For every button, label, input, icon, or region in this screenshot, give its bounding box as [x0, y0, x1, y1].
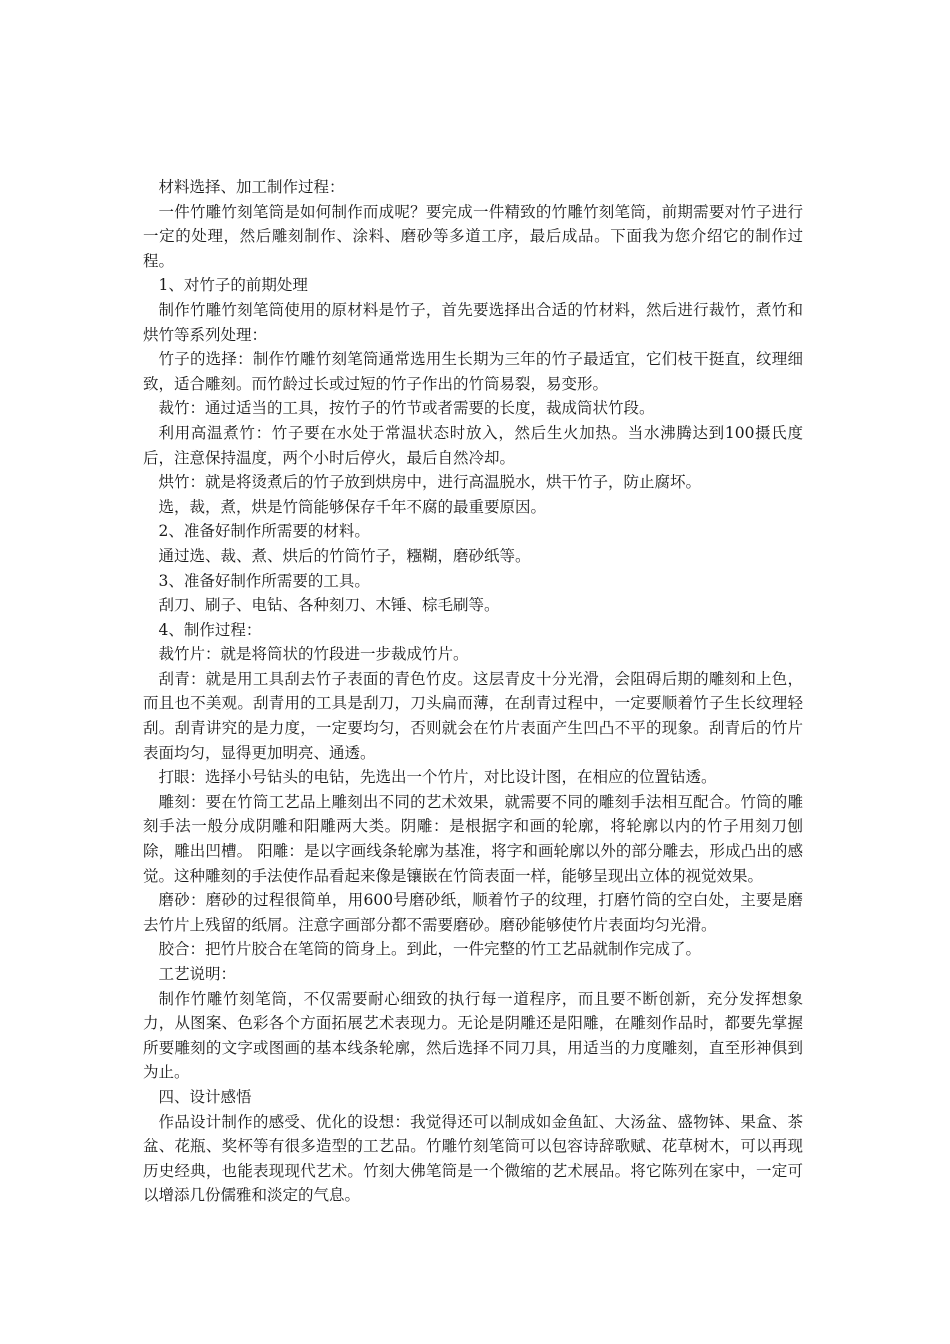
step-heading-2: 2、准备好制作所需要的材料。 — [158, 522, 370, 541]
paragraph-sanding: 磨砂：磨砂的过程很简单，用600号磨砂纸，顺着竹子的纹理，打磨竹筒的空白处，主要是磨去竹片上残留的纸屑。注意字画部分都不需要磨砂。磨砂能够使竹片表面均匀光滑。 — [143, 891, 803, 934]
paragraph-cutting: 裁竹：通过适当的工具，按竹子的竹节或者需要的长度，裁成筒状竹段。 — [158, 399, 655, 418]
step-heading-4: 4、制作过程： — [158, 620, 262, 639]
paragraph-materials-list: 通过选、裁、煮、烘后的竹筒竹子，糨糊，磨砂纸等。 — [158, 546, 531, 565]
paragraph-craft-notes: 制作竹雕竹刻笔筒，不仅需要耐心细致的执行每一道程序，而且要不断创新，充分发挥想象力，从图案、色彩各个方面拓展艺术表现力。无论是阴雕还是阳雕，在雕刻作品时，都要先掌握所要雕刻的文字或图画的基本线条轮廓，然后选择不同刀具，用适当的力度雕刻，直至形神俱到为止。 — [143, 989, 803, 1082]
section-heading-reflections: 四、设计感悟 — [158, 1087, 252, 1106]
paragraph-carving: 雕刻：要在竹筒工艺品上雕刻出不同的艺术效果，就需要不同的雕刻手法相互配合。竹筒的雕刻手法一般分成阴雕和阳雕两大类。阴雕：是根据字和画的轮廓，将轮廓以内的竹子用刻刀刨除，雕出凹槽。 阳雕：是以字画线条轮廓为基准，将字和画轮廓以外的部分雕去，形成凸出的感觉。这种雕刻的手法使作品看起来像是镶嵌在竹筒表面一样，能够呈现出立体的视觉效果。 — [143, 792, 803, 885]
section-heading-materials: 材料选择、加工制作过程： — [158, 178, 345, 196]
paragraph-gluing: 胶合：把竹片胶合在笔筒的筒身上。到此，一件完整的竹工艺品就制作完成了。 — [158, 940, 702, 959]
paragraph-reflections: 作品设计制作的感受、优化的设想：我觉得还可以制成如金鱼缸、大汤盆、盛物钵、果盒、茶盆、花瓶、奖杯等有很多造型的工艺品。竹雕竹刻笔筒可以包容诗辞歌赋、花草树木，可以再现历史经典，也能表现现代艺术。竹刻大佛笔筒是一个微缩的艺术展品。将它陈列在家中，一定可以增添几份儒雅和淡定的气息。 — [143, 1112, 803, 1205]
paragraph-scraping: 刮青：就是用工具刮去竹子表面的青色竹皮。这层青皮十分光滑，会阻碍后期的雕刻和上色，而且也不美观。刮青用的工具是刮刀，刀头扁而薄，在刮青过程中，一定要顺着竹子生长纹理轻刮。刮青讲究的是力度，一定要均匀，否则就会在竹片表面产生凹凸不平的现象。刮青后的竹片表面均匀，显得更加明亮、通透。 — [143, 669, 803, 762]
paragraph-bamboo-selection: 竹子的选择：制作竹雕竹刻笔筒通常选用生长期为三年的竹子最适宜，它们枝干挺直，纹理细致，适合雕刻。而竹龄过长或过短的竹子作出的竹筒易裂，易变形。 — [143, 350, 803, 393]
paragraph-pre-treatment: 制作竹雕竹刻笔筒使用的原材料是竹子，首先要选择出合适的竹材料，然后进行裁竹，煮竹和烘竹等系列处理： — [143, 300, 803, 344]
paragraph-preservation: 选，裁，煮，烘是竹筒能够保存千年不腐的最重要原因。 — [158, 497, 547, 516]
paragraph-drying: 烘竹：就是将烫煮后的竹子放到烘房中，进行高温脱水，烘干竹子，防止腐坏。 — [158, 473, 702, 492]
paragraph-drilling: 打眼：选择小号钻头的电钻，先选出一个竹片，对比设计图，在相应的位置钻透。 — [158, 768, 717, 787]
paragraph-slicing: 裁竹片：就是将筒状的竹段进一步裁成竹片。 — [158, 645, 469, 664]
step-heading-3: 3、准备好制作所需要的工具。 — [158, 571, 370, 590]
document-body — [143, 175, 803, 1208]
paragraph-boiling: 利用高温煮竹：竹子要在水处于常温状态时放入，然后生火加热。当水沸腾达到100摄氏度后，注意保持温度，两个小时后停火，最后自然冷却。 — [143, 423, 803, 467]
paragraph-intro: 一件竹雕竹刻笔筒是如何制作而成呢？要完成一件精致的竹雕竹刻笔筒，前期需要对竹子进行一定的处理，然后雕刻制作、涂料、磨砂等多道工序，最后成品。下面我为您介绍它的制作过程。 — [143, 202, 803, 270]
paragraph-tools-list: 刮刀、刷子、电钻、各种刻刀、木锤、棕毛刷等。 — [158, 596, 500, 615]
step-heading-1: 1、对竹子的前期处理 — [158, 276, 308, 295]
section-heading-craft-notes: 工艺说明： — [158, 965, 237, 983]
